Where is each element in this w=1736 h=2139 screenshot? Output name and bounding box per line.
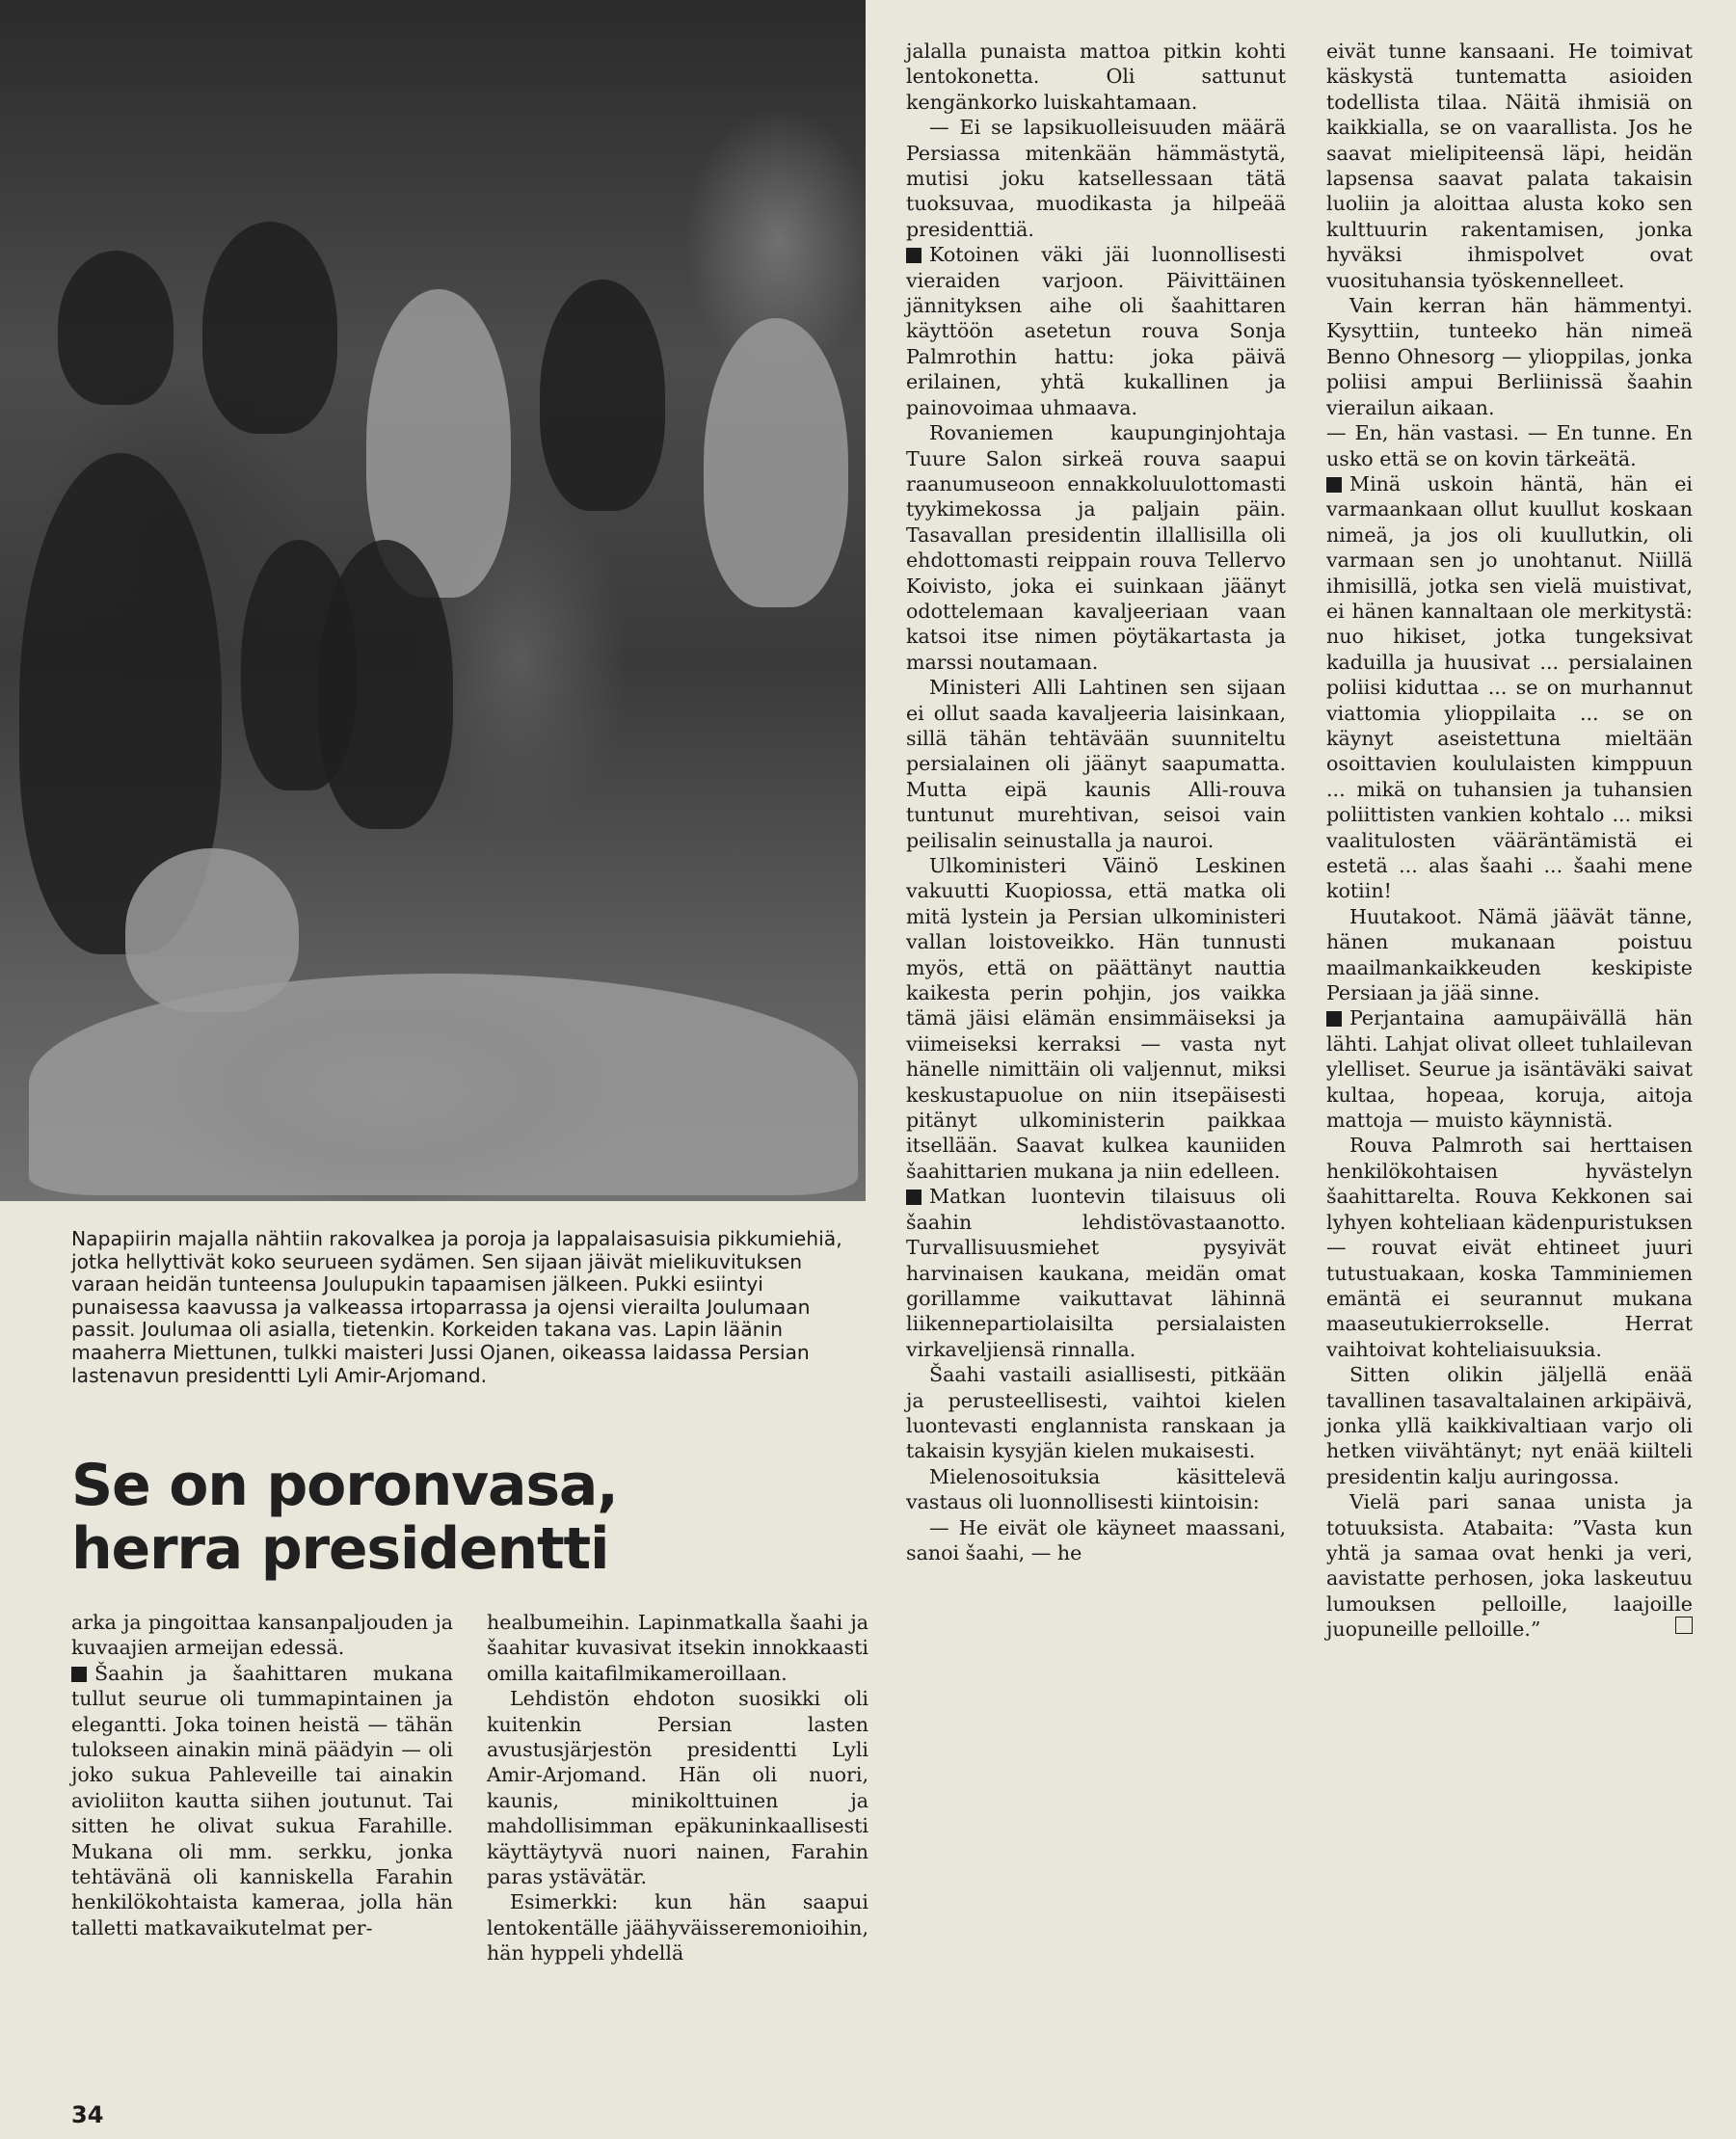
paragraph: Šaahin ja šaahittaren mukana tullut seurue oli tummapintainen ja elegantti. Joka toinen heistä — tähän tulokseen ainakin minä päädyin — oli joko sukua Pahleveille tai ainakin avioliiton kautta siihen joutunut. Tai sitten he olivat sukua Farahille. Mukana oli mm. serkku, jonka tehtävänä oli kanniskella Farahin henkilökohtaista kameraa, jolla hän talletti matkavaikutelmat per- bbox=[71, 1661, 453, 1939]
text-column-3 bbox=[906, 39, 1286, 1565]
section-marker-icon bbox=[1326, 1011, 1342, 1027]
paragraph: Kotoinen väki jäi luonnollisesti vieraiden varjoon. Päivittäinen jännityksen aihe oli šaahittaren käyttöön asetetun rouva Sonja Palmrothin hattu: joka päivä erilainen, yhtä kukallinen ja painovoimaa uhmaava. bbox=[906, 243, 1286, 419]
page-number: 34 bbox=[71, 2101, 104, 2128]
paragraph: Sitten olikin jäljellä enää tavallinen tasavaltalainen arkipäivä, jonka yllä kaikkivaltiaan varjo oli hetken viivähtänyt; nyt enää kiilteli presidentin kalju auringossa. bbox=[1326, 1363, 1693, 1488]
end-of-article-icon bbox=[1675, 1617, 1693, 1634]
paragraph: Lehdistön ehdoton suosikki oli kuitenkin Persian lasten avustusjärjestön presidentti Lyli Amir-Arjomand. Hän oli nuori, kaunis, minikolttuinen ja mahdollisimman epäkuninkaallisesti käyttäytyvä nuori nainen, Farahin paras ystävätär. bbox=[487, 1687, 868, 1889]
paragraph: Mielenosoituksia käsittelevä vastaus oli luonnollisesti kiintoisin: bbox=[906, 1464, 1286, 1514]
paragraph: Rouva Palmroth sai herttaisen henkilökohtaisen hyvästelyn šaahittarelta. Rouva Kekkonen sai lyhyen kohteliaan kädenpuristuksen — rouvat eivät ehtineet juuri tutustuakaan, koska Tamminiemen emäntä ei seurannut mukana maaseutukierrokselle. Herrat vaihtoivat kohteliaisuuksia. bbox=[1326, 1134, 1693, 1361]
section-marker-icon bbox=[71, 1667, 87, 1682]
photo-figure bbox=[704, 318, 848, 607]
photo-child-figure bbox=[318, 540, 453, 829]
text-column-4 bbox=[1326, 39, 1693, 1643]
headline-line-2: herra presidentti bbox=[71, 1515, 609, 1583]
photo-reindeer-back bbox=[29, 974, 858, 1195]
section-marker-icon bbox=[906, 1190, 921, 1205]
paragraph: Minä uskoin häntä, hän ei varmaankaan ollut kuullut koskaan nimeä, ja jos oli kuullutkin, oli varmaan sen jo unohtanut. Niillä ihmisillä, jotka sen vielä muistivat, ei hänen kannaltaan ole merkitystä: nuo hikiset, jotka tungeksivat kaduilla ja huusivat ... persialainen poliisi kiduttaa ... se on murhannut viattomia ylioppilaita ... se on käynyt aseistettuna mieltään osoittavien koululaisten kimppuun ... mikä on tuhansien ja tuhansien poliittisten vankien kohtalo ... miksi vaalitulosten vääräntämistä ei estetä ... alas šaahi ... šaahi mene kotiin! bbox=[1326, 471, 1693, 903]
paragraph: Perjantaina aamupäivällä hän lähti. Lahjat olivat olleet tuhlailevan ylelliset. Seurue ja isäntäväki saivat kultaa, hopeaa, koruja, aitoja mattoja — muisto käynnistä. bbox=[1326, 1006, 1693, 1133]
photograph bbox=[0, 0, 866, 1201]
paragraph: — Ei se lapsikuolleisuuden määrä Persiassa mitenkään hämmästytä, mutisi joku katsellessaan tätä tuoksuvaa, muodikasta ja hilpeää presidenttiä. bbox=[906, 116, 1286, 241]
paragraph: Huutakoot. Nämä jäävät tänne, hänen mukanaan poistuu maailmankaikkeuden keskipiste Persiaan ja jää sinne. bbox=[1326, 904, 1693, 1005]
paragraph: — En, hän vastasi. — En tunne. En usko että se on kovin tärkeätä. bbox=[1326, 421, 1693, 470]
paragraph: Matkan luontevin tilaisuus oli šaahin lehdistövastaanotto. Turvallisuusmiehet pysyivät harvinaisen kaukana, meidän omat gorillamme vaikuttavat lähinnä liikennepartiolaisilta persialaisten virkaveljiensä rinnalla. bbox=[906, 1185, 1286, 1361]
paragraph: — He eivät ole käyneet maassani, sanoi šaahi, — he bbox=[906, 1515, 1286, 1564]
paragraph: Esimerkki: kun hän saapui lentokentälle jäähyväisseremonioihin, hän hyppeli yhdellä bbox=[487, 1890, 868, 1965]
text-column-1 bbox=[71, 1610, 453, 1940]
photo-caption: Napapiirin majalla nähtiin rakovalkea ja poroja ja lappalaisasuisia pikkumiehiä, jotka hellyttivät koko seurueen sydämen. Sen sijaan jäivät mielikuvituksen varaan heidän tunteensa Joulupukin tapaamisen jälkeen. Pukki esiintyi punaisessa kaavussa ja valkeassa irtoparrassa ja ojensi vierailta Joulumaan passit. Joulumaa oli asialla, tietenkin. Korkeiden takana vas. Lapin läänin maaherra Miettunen, tulkki maisteri Jussi Ojanen, oikeassa laidassa Persian lastenavun presidentti Lyli Amir-Arjomand. bbox=[71, 1227, 842, 1387]
paragraph: Šaahi vastaili asiallisesti, pitkään ja perusteellisesti, vaihtoi kielen luontevasti englannista ranskaan ja takaisin kysyjän kielen mukaisesti. bbox=[906, 1363, 1286, 1463]
section-marker-icon bbox=[906, 248, 921, 263]
photo-figure bbox=[58, 251, 174, 405]
section-marker-icon bbox=[1326, 477, 1342, 493]
paragraph: jalalla punaista mattoa pitkin kohti lentokonetta. Oli sattunut kengänkorko luiskahtamaan. bbox=[906, 40, 1286, 114]
headline-line-1: Se on poronvasa, bbox=[71, 1452, 618, 1519]
paragraph: Vielä pari sanaa unista ja totuuksista. Atabaita: ”Vasta kun yhtä ja samaa ovat henki ja veri, aavistatte perhosen, joka laskeutuu lumouksen pelloille, laajoille juopuneille pelloille.” bbox=[1326, 1490, 1693, 1642]
paragraph: Ministeri Alli Lahtinen sen sijaan ei ollut saada kavaljeeria laisinkaan, sillä tähän tehtävään suunniteltu persialainen oli jäänyt saapumatta. Mutta eipä kaunis Alli-rouva tuntunut murehtivan, seisoi vain peilisalin seinustalla ja nauroi. bbox=[906, 676, 1286, 852]
paragraph: arka ja pingoittaa kansanpaljouden ja kuvaajien armeijan edessä. bbox=[71, 1611, 453, 1660]
paragraph: Ulkoministeri Väinö Leskinen vakuutti Kuopiossa, että matka oli mitä lystein ja Persian ulkoministeri vallan loistoveikko. Hän tunnusti myös, että on päättänyt nauttia kaikesta perin pohjin, jos vaikka tämä jäisi elämän ensimmäiseksi ja viimeiseksi kerraksi — vasta nyt hänelle nimittäin oli valjennut, miksi keskustapuolue on niin itsepäisesti pitänyt ulkoministerin paikkaa itsellään. Saavat kulkea kauniiden šaahittarien mukana ja niin edelleen. bbox=[906, 854, 1286, 1183]
text-column-2 bbox=[487, 1610, 868, 1966]
photo-figure bbox=[202, 222, 337, 434]
article-headline bbox=[71, 1454, 842, 1581]
paragraph: eivät tunne kansaani. He toimivat käskystä tuntematta asioiden todellista tilaa. Näitä ihmisiä on kaikkialla, se on vaarallista. Jos he saavat mielipiteensä läpi, heidän lapsensa saavat palata takaisin luoliin ja aloittaa alusta koko sen kulttuurin rakentamisen, jonka hyväksi ihmispolvet ovat vuosituhansia työskennelleet. bbox=[1326, 40, 1693, 292]
paragraph: Rovaniemen kaupunginjohtaja Tuure Salon sirkeä rouva saapui raanumuseoon ennakkoluulottomasti tyykimekossa ja paljain päin. Tasavallan presidentin illallisilla oli ehdottomasti reippain rouva Tellervo Koivisto, joka ei suinkaan jäänyt odottelemaan kavaljeeriaan vaan katsoi itse nimen pöytäkartasta ja marssi noutamaan. bbox=[906, 421, 1286, 674]
paragraph: Vain kerran hän hämmentyi. Kysyttiin, tunteeko hän nimeä Benno Ohnesorg — ylioppilas, jonka poliisi ampui Berliinissä šaahin vierailun aikaan. bbox=[1326, 294, 1693, 419]
paragraph: healbumeihin. Lapinmatkalla šaahi ja šaahitar kuvasivat itsekin innokkaasti omilla kaitafilmikameroillaan. bbox=[487, 1611, 868, 1685]
photo-figure bbox=[540, 280, 665, 511]
